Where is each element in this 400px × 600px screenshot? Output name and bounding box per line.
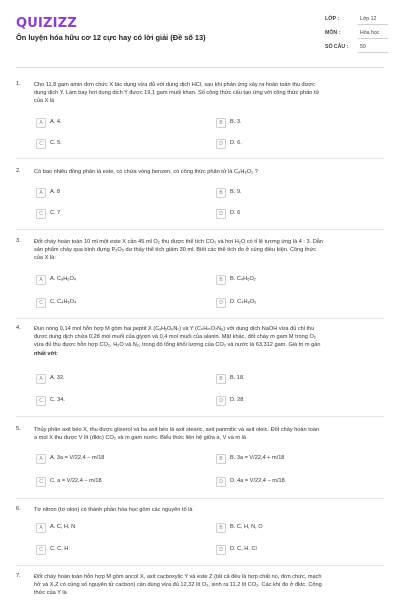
option-text: A. 8 <box>50 189 60 195</box>
question-line: hở và X,Z có cùng số nguyên tử cacbon) cần dùng vừa đủ 12,32 lít O₂, sinh ra 11,2 lít CO₂. Các khí đo ở đktc. Công <box>34 582 322 589</box>
option-c[interactable] <box>36 298 192 310</box>
option-text: B. 9. <box>230 189 242 195</box>
option-letter-box: B <box>216 118 226 128</box>
question-line: Có bao nhiêu đồng phân là este, có chứa vòng benzen, có công thức phân tử là C₈H₈O₂ ? <box>34 169 258 175</box>
header-divider <box>16 67 384 68</box>
option-letter-box: A <box>36 454 46 464</box>
option-text: A. 4. <box>50 119 62 125</box>
option-b[interactable] <box>216 374 372 386</box>
question-line: Tơ nitron (tơ olon) có thành phần hóa học gồm các nguyên tố là <box>34 507 193 513</box>
option-d[interactable] <box>216 209 372 221</box>
option-letter-box: D <box>216 545 226 555</box>
question-line: Đun nóng 0,14 mol hỗn hợp M gồm hai peptit X (CₓHᵧOᵤNₜ) và Y (CₙHₘO₇N₆) với dung dịch NaOH vừa đủ chỉ thu <box>34 326 315 332</box>
meta-underline <box>358 24 388 25</box>
option-a[interactable] <box>36 454 192 466</box>
option-text: B. 3a = V/22,4 + m/18 <box>230 455 285 461</box>
option-a[interactable] <box>36 523 192 535</box>
question-separator <box>16 416 384 417</box>
option-text: D. 4a = V/22,4 − m/18 <box>230 478 285 484</box>
question-text <box>34 81 379 106</box>
option-c[interactable] <box>36 477 192 489</box>
question-number: 2. <box>16 168 21 174</box>
option-letter-box: A <box>36 188 46 198</box>
option-text: A. 3a = V/22,4 − m/18 <box>50 455 105 461</box>
option-letter-box: D <box>216 396 226 406</box>
option-text: C. 7 <box>50 210 61 216</box>
option-text: D. 6. <box>230 140 242 146</box>
option-text: C. 5. <box>50 140 62 146</box>
meta-value-count: 50 <box>360 44 366 50</box>
question-number: 4. <box>16 325 21 331</box>
question-separator <box>16 318 384 319</box>
option-letter-box: C <box>36 298 46 308</box>
option-letter-box: B <box>216 523 226 533</box>
option-letter-box: A <box>36 374 46 384</box>
option-text: B. C, H, N, O <box>230 524 263 530</box>
question-separator <box>16 498 384 499</box>
option-letter-box: B <box>216 275 226 285</box>
meta-underline <box>358 38 388 39</box>
option-d[interactable] <box>216 545 372 557</box>
option-letter-box: D <box>216 139 226 149</box>
question-text <box>34 573 379 598</box>
option-b[interactable] <box>216 523 372 535</box>
option-text: B. C₄H₆O₂ <box>230 276 256 282</box>
option-c[interactable] <box>36 139 192 151</box>
option-letter-box: B <box>216 374 226 384</box>
option-letter-box: A <box>36 118 46 128</box>
option-letter-box: C <box>36 396 46 406</box>
question-number: 7. <box>16 573 21 579</box>
meta-row-count <box>325 44 387 56</box>
question-separator <box>16 158 384 159</box>
question-line: sản phẩm cháy qua bình đựng P₂O₅ dư thấy thể tích giảm 30 ml. Biết các thể tích đo ở cùng điều kiện. Công thức <box>34 247 317 254</box>
option-b[interactable] <box>216 454 372 466</box>
option-d[interactable] <box>216 298 372 310</box>
question-text <box>34 506 379 514</box>
question-number: 5. <box>16 426 21 432</box>
question-text <box>34 238 379 263</box>
option-text: B. 18. <box>230 375 245 381</box>
option-letter-box: A <box>36 523 46 533</box>
option-letter-box: C <box>36 477 46 487</box>
question-line: Thủy phân axit béo X, thu được glixerol và ba axit béo là axit stearic, axit panmitic và axit oleic. Đốt cháy hoàn toàn <box>34 427 320 433</box>
option-text: C. C₄H₆O₄ <box>50 299 77 305</box>
meta-row-subject <box>325 30 387 42</box>
question-number: 6. <box>16 506 21 512</box>
option-b[interactable] <box>216 118 372 130</box>
question-number: 1. <box>16 81 21 87</box>
option-letter-box: C <box>36 209 46 219</box>
question-line: a mol X thu được V lít (đktc) CO₂ và m gam nước. Biểu thức liên hệ giữa a, V và m là <box>34 435 246 442</box>
option-b[interactable] <box>216 188 372 200</box>
option-d[interactable] <box>216 139 372 151</box>
question-separator <box>16 229 384 230</box>
question-line: nhất với: <box>34 350 58 357</box>
option-a[interactable] <box>36 275 192 287</box>
option-c[interactable] <box>36 396 192 408</box>
option-a[interactable] <box>36 118 192 130</box>
question-line: được dung dịch chứa 0,28 mol muối của glyxin và 0,4 mol muối của alanin. Mặt khác, đốt cháy m gam M trong O₂ <box>34 334 316 341</box>
option-b[interactable] <box>216 275 372 287</box>
option-letter-box: D <box>216 209 226 219</box>
option-text: C. a = V/22,4 − m/18 <box>50 478 102 484</box>
question-line: của X là <box>34 98 55 105</box>
option-c[interactable] <box>36 545 192 557</box>
option-text: C. 34. <box>50 397 65 403</box>
question-text <box>34 426 379 442</box>
page-title: Ôn luyện hóa hữu cơ 12 cực hay có lời giải (Đề số 13) <box>16 33 206 42</box>
option-text: A. C₈H₆O₄ <box>50 276 77 282</box>
option-letter-box: D <box>216 477 226 487</box>
question-line: dung dịch Y. Làm bay hơi dung dịch Y được 19,1 gam muối khan. Số công thức cấu tạo ứng với công thức phân tử <box>34 90 320 97</box>
option-letter-box: D <box>216 298 226 308</box>
meta-row-grade <box>325 16 387 28</box>
option-a[interactable] <box>36 188 192 200</box>
quizizz-logo: QUIZIZZ <box>16 16 77 31</box>
question-number: 3. <box>16 238 21 244</box>
question-text <box>34 325 379 358</box>
option-c[interactable] <box>36 209 192 221</box>
option-d[interactable] <box>216 477 372 489</box>
meta-label-grade: LỚP : <box>325 16 340 22</box>
option-text: B. 3. <box>230 119 242 125</box>
option-text: D. 6 <box>230 210 241 216</box>
option-text: A. C, H, N <box>50 524 76 530</box>
question-line: Đốt cháy hoàn toàn 10 ml một este X cần 45 ml O₂ thu được thể tích CO₂ và hơi H₂O có tỉ lệ tương ứng là 4 : 3. Dẫn <box>34 239 323 245</box>
meta-value-subject: Hóa học <box>360 30 380 36</box>
question-line: của X là: <box>34 255 56 262</box>
meta-underline <box>358 52 388 53</box>
question-line: Đốt cháy hoàn toàn hỗn hợp M gồm ancol X, axit cacboxylic Y và este Z (tất cả đều là hợp chất no, đơn chức, mạch <box>34 574 322 580</box>
option-d[interactable] <box>216 396 372 408</box>
meta-value-grade: Lớp 12 <box>360 16 377 22</box>
option-letter-box: C <box>36 545 46 555</box>
option-letter-box: C <box>36 139 46 149</box>
option-text: D. C₄H₈O₂ <box>230 299 257 305</box>
meta-label-count: SỐ CÂU : <box>325 44 349 50</box>
option-letter-box: B <box>216 188 226 198</box>
question-line: thức của Y là <box>34 590 67 597</box>
option-letter-box: B <box>216 454 226 464</box>
option-a[interactable] <box>36 374 192 386</box>
option-text: D. C, H, Cl <box>230 546 257 552</box>
question-text <box>34 168 379 176</box>
meta-label-subject: MÔN : <box>325 30 341 36</box>
question-line: vừa đủ thu được hỗn hợp CO₂, H₂O và N₂, trong đó tổng khối lượng của CO₂ và nước là 63,312 gam. Giá trị m gần <box>34 342 321 349</box>
option-text: D. 28 <box>230 397 244 403</box>
option-text: A. 32. <box>50 375 65 381</box>
question-separator <box>16 565 384 566</box>
question-line: Cho 11,8 gam amin đơn chức X tác dụng vừa đủ với dung dịch HCl, sau khi phản ứng xảy ra hoàn toàn thu được <box>34 82 315 88</box>
option-letter-box: A <box>36 275 46 285</box>
option-text: C. C, H <box>50 546 69 552</box>
